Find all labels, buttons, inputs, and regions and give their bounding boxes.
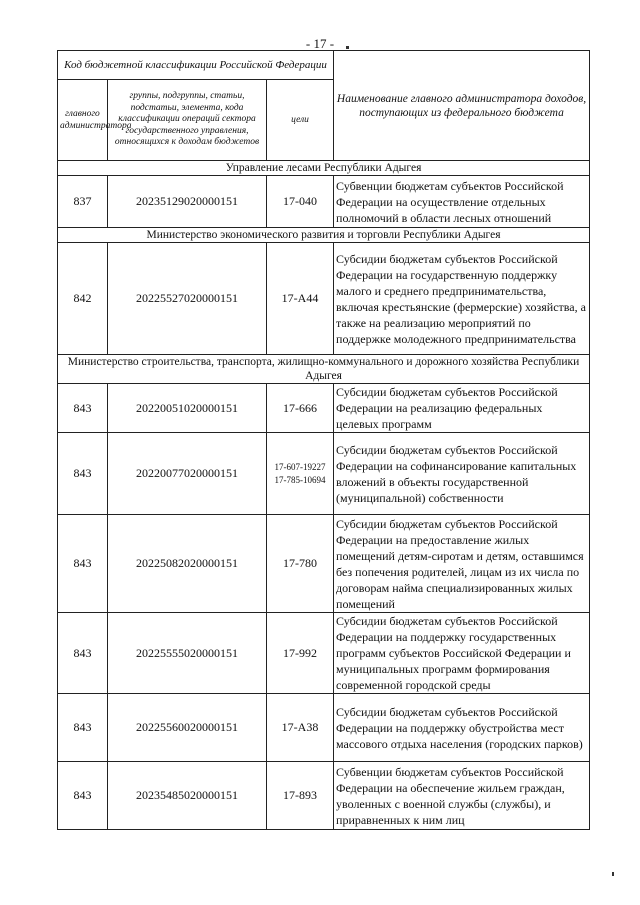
kbk-code-cell: 20235129020000151 [108, 176, 267, 228]
purpose-code: 17-А44 [281, 291, 319, 305]
admin-code-cell: 843 [58, 384, 108, 433]
section-row [58, 161, 590, 176]
purpose-code-cell [267, 613, 334, 694]
revenue-description-cell: Субсидии бюджетам субъектов Российской Федерации на софинансирование капитальных вложений в объекты государственной (муниципальной) собственности [334, 433, 590, 515]
page-number: - 17 - [305, 36, 335, 51]
admin-code-cell: 843 [58, 515, 108, 613]
table-row [58, 243, 590, 355]
admin-code-cell: 843 [58, 762, 108, 830]
section-row [58, 228, 590, 243]
table-row [58, 433, 590, 515]
table-row [58, 613, 590, 694]
purpose-code: 17-А38 [281, 720, 319, 734]
kbk-code-cell: 20225555020000151 [108, 613, 267, 694]
purpose-code: 17-893 [283, 788, 317, 802]
scan-speck [346, 46, 349, 49]
table-row [58, 176, 590, 228]
purpose-code-cell [267, 515, 334, 613]
admin-code-cell: 843 [58, 433, 108, 515]
purpose-code: 17-780 [283, 556, 317, 570]
revenue-description-cell: Субсидии бюджетам субъектов Российской Федерации на реализацию федеральных целевых программ [334, 384, 590, 433]
purpose-code-cell [267, 243, 334, 355]
table-row [58, 762, 590, 830]
kbk-code-cell: 20220077020000151 [108, 433, 267, 515]
purpose-code-cell [267, 694, 334, 762]
admin-code-cell: 837 [58, 176, 108, 228]
revenue-description-cell: Субсидии бюджетам субъектов Российской Федерации на предоставление жилых помещений детям-сиротам и детям, оставшимся без попечения родителей, лицам из их числа по договорам найма специализированных жилых помещений [334, 515, 590, 613]
kbk-code-cell: 20235485020000151 [108, 762, 267, 830]
header-kbk-column: группы, подгруппы, статьи, подстатьи, элемента, кода классификации операций сектора государственного управления, относящихся к доходам бюджетов [108, 80, 267, 161]
admin-code-cell: 842 [58, 243, 108, 355]
purpose-code: 17-040 [283, 194, 317, 208]
admin-code-cell: 843 [58, 613, 108, 694]
kbk-code-cell: 20220051020000151 [108, 384, 267, 433]
revenue-description-cell: Субвенции бюджетам субъектов Российской Федерации на обеспечение жильем граждан, уволенных с военной службы (службы), и приравненных к ним лиц [334, 762, 590, 830]
purpose-code: 17-785-10694 [274, 474, 326, 485]
revenue-description-cell: Субсидии бюджетам субъектов Российской Федерации на поддержку обустройства мест массового отдыха населения (городских парков) [334, 694, 590, 762]
section-title: Министерство строительства, транспорта, жилищно-коммунального и дорожного хозяйства Республики Адыгея [58, 355, 590, 384]
admin-code-cell: 843 [58, 694, 108, 762]
header-admin-column: главного администратора [58, 80, 108, 161]
purpose-code: 17-666 [283, 400, 317, 415]
scan-speck [612, 872, 614, 876]
revenue-description-cell: Субсидии бюджетам субъектов Российской Федерации на государственную поддержку малого и среднего предпринимательства, включая крестьянские (фермерские) хозяйства, а также на реализацию мероприятий по поддержке молодежного предпринимательства [334, 243, 590, 355]
revenue-description-cell: Субсидии бюджетам субъектов Российской Федерации на поддержку государственных программ субъектов Российской Федерации и муниципальных программ формирования современной городской среды [334, 613, 590, 694]
kbk-code-cell: 20225560020000151 [108, 694, 267, 762]
revenue-description-cell: Субвенции бюджетам субъектов Российской Федерации на осуществление отдельных полномочий в области лесных отношений [334, 176, 590, 228]
purpose-code-cell [267, 762, 334, 830]
table-row [58, 515, 590, 613]
section-title: Министерство экономического развития и торговли Республики Адыгея [58, 228, 590, 243]
section-title: Управление лесами Республики Адыгея [58, 161, 590, 176]
section-row [58, 355, 590, 384]
kbk-code-cell: 20225527020000151 [108, 243, 267, 355]
header-classification-code: Код бюджетной классификации Российской Федерации [58, 51, 334, 80]
table-row [58, 694, 590, 762]
table-row [58, 384, 590, 433]
table-body [58, 161, 590, 830]
kbk-code-cell: 20225082020000151 [108, 515, 267, 613]
header-purpose-column: цели [267, 80, 334, 161]
purpose-code: 17-992 [283, 645, 317, 660]
header-administrator-name: Наименование главного администратора доходов, поступающих из федерального бюджета [334, 51, 590, 161]
purpose-code-cell [267, 384, 334, 433]
budget-classification-table [57, 50, 590, 830]
purpose-code-cell [267, 433, 334, 515]
purpose-code: 17-607-19227 [274, 461, 326, 472]
purpose-code-cell [267, 176, 334, 228]
